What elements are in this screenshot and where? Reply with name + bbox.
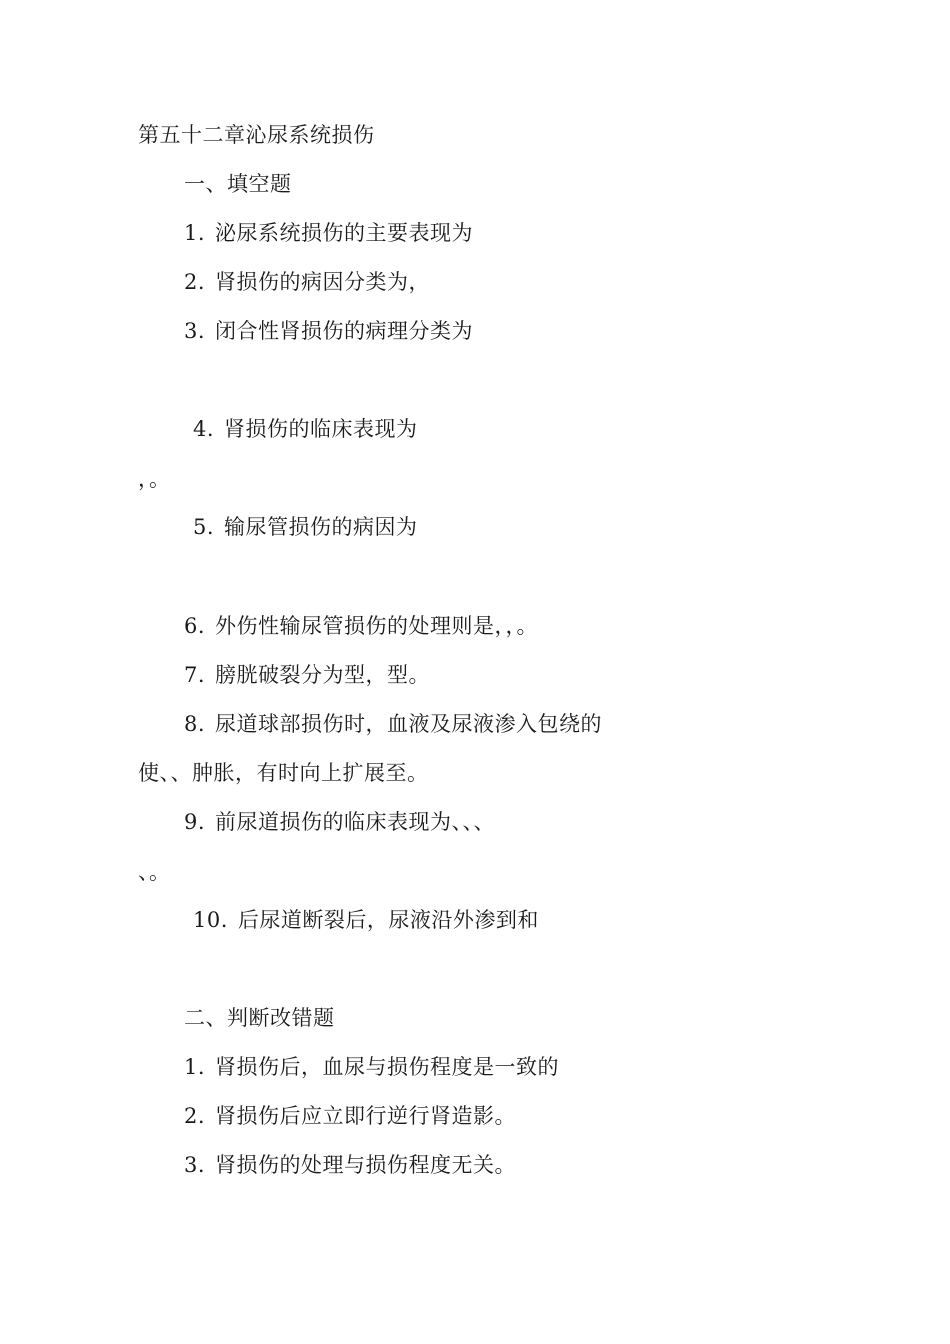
question-number: 3. bbox=[184, 1153, 206, 1177]
question-continuation: 、。 bbox=[138, 860, 171, 884]
question-number: 2. bbox=[184, 270, 206, 294]
question-text: 尿道球部损伤时，血液及尿液渗入包绕的 bbox=[215, 712, 603, 736]
question-number: 1. bbox=[184, 1055, 206, 1079]
question-text: 肾损伤后，血尿与损伤程度是一致的 bbox=[215, 1055, 560, 1079]
question-item bbox=[184, 711, 602, 737]
section-heading-true-false: 二、判断改错题 bbox=[184, 1006, 335, 1030]
question-number: 9. bbox=[184, 810, 206, 834]
question-text: 外伤性输尿管损伤的处理则是，，。 bbox=[215, 614, 539, 638]
question-text: 闭合性肾损伤的病理分类为 bbox=[215, 319, 474, 343]
question-item bbox=[184, 220, 473, 246]
question-item bbox=[184, 613, 538, 639]
question-number: 7. bbox=[184, 663, 206, 687]
question-number: 2. bbox=[184, 1104, 206, 1128]
question-item bbox=[184, 1054, 559, 1080]
question-item bbox=[184, 269, 430, 295]
question-number: 3. bbox=[184, 319, 206, 343]
question-item bbox=[184, 318, 473, 344]
chapter-title: 第五十二章沁尿系统损伤 bbox=[138, 123, 375, 147]
question-text: 肾损伤的病因分类为， bbox=[215, 270, 431, 294]
question-item bbox=[193, 514, 418, 540]
question-number: 1. bbox=[184, 221, 206, 245]
question-text: 后尿道断裂后，尿液沿外渗到和 bbox=[237, 908, 539, 932]
question-text: 肾损伤的处理与损伤程度无关。 bbox=[215, 1153, 517, 1177]
question-item bbox=[184, 1103, 516, 1129]
question-item bbox=[193, 416, 418, 442]
question-number: 4. bbox=[193, 417, 215, 441]
question-number: 5. bbox=[193, 515, 215, 539]
question-item bbox=[193, 907, 539, 933]
question-text: 肾损伤后应立即行逆行肾造影。 bbox=[215, 1104, 517, 1128]
question-number: 10. bbox=[193, 908, 228, 932]
section-heading-fill-blank: 一、填空题 bbox=[184, 172, 292, 196]
question-item bbox=[184, 809, 495, 835]
question-continuation: ，。 bbox=[138, 467, 171, 491]
question-continuation: 使、、肿胀，有时向上扩展至。 bbox=[138, 761, 429, 785]
question-text: 泌尿系统损伤的主要表现为 bbox=[215, 221, 474, 245]
question-number: 6. bbox=[184, 614, 206, 638]
question-text: 肾损伤的临床表现为 bbox=[224, 417, 418, 441]
question-item bbox=[184, 662, 430, 688]
question-text: 膀胱破裂分为型，型。 bbox=[215, 663, 431, 687]
question-item bbox=[184, 1152, 516, 1178]
question-text: 输尿管损伤的病因为 bbox=[224, 515, 418, 539]
question-number: 8. bbox=[184, 712, 206, 736]
question-text: 前尿道损伤的临床表现为、、、 bbox=[215, 810, 496, 834]
